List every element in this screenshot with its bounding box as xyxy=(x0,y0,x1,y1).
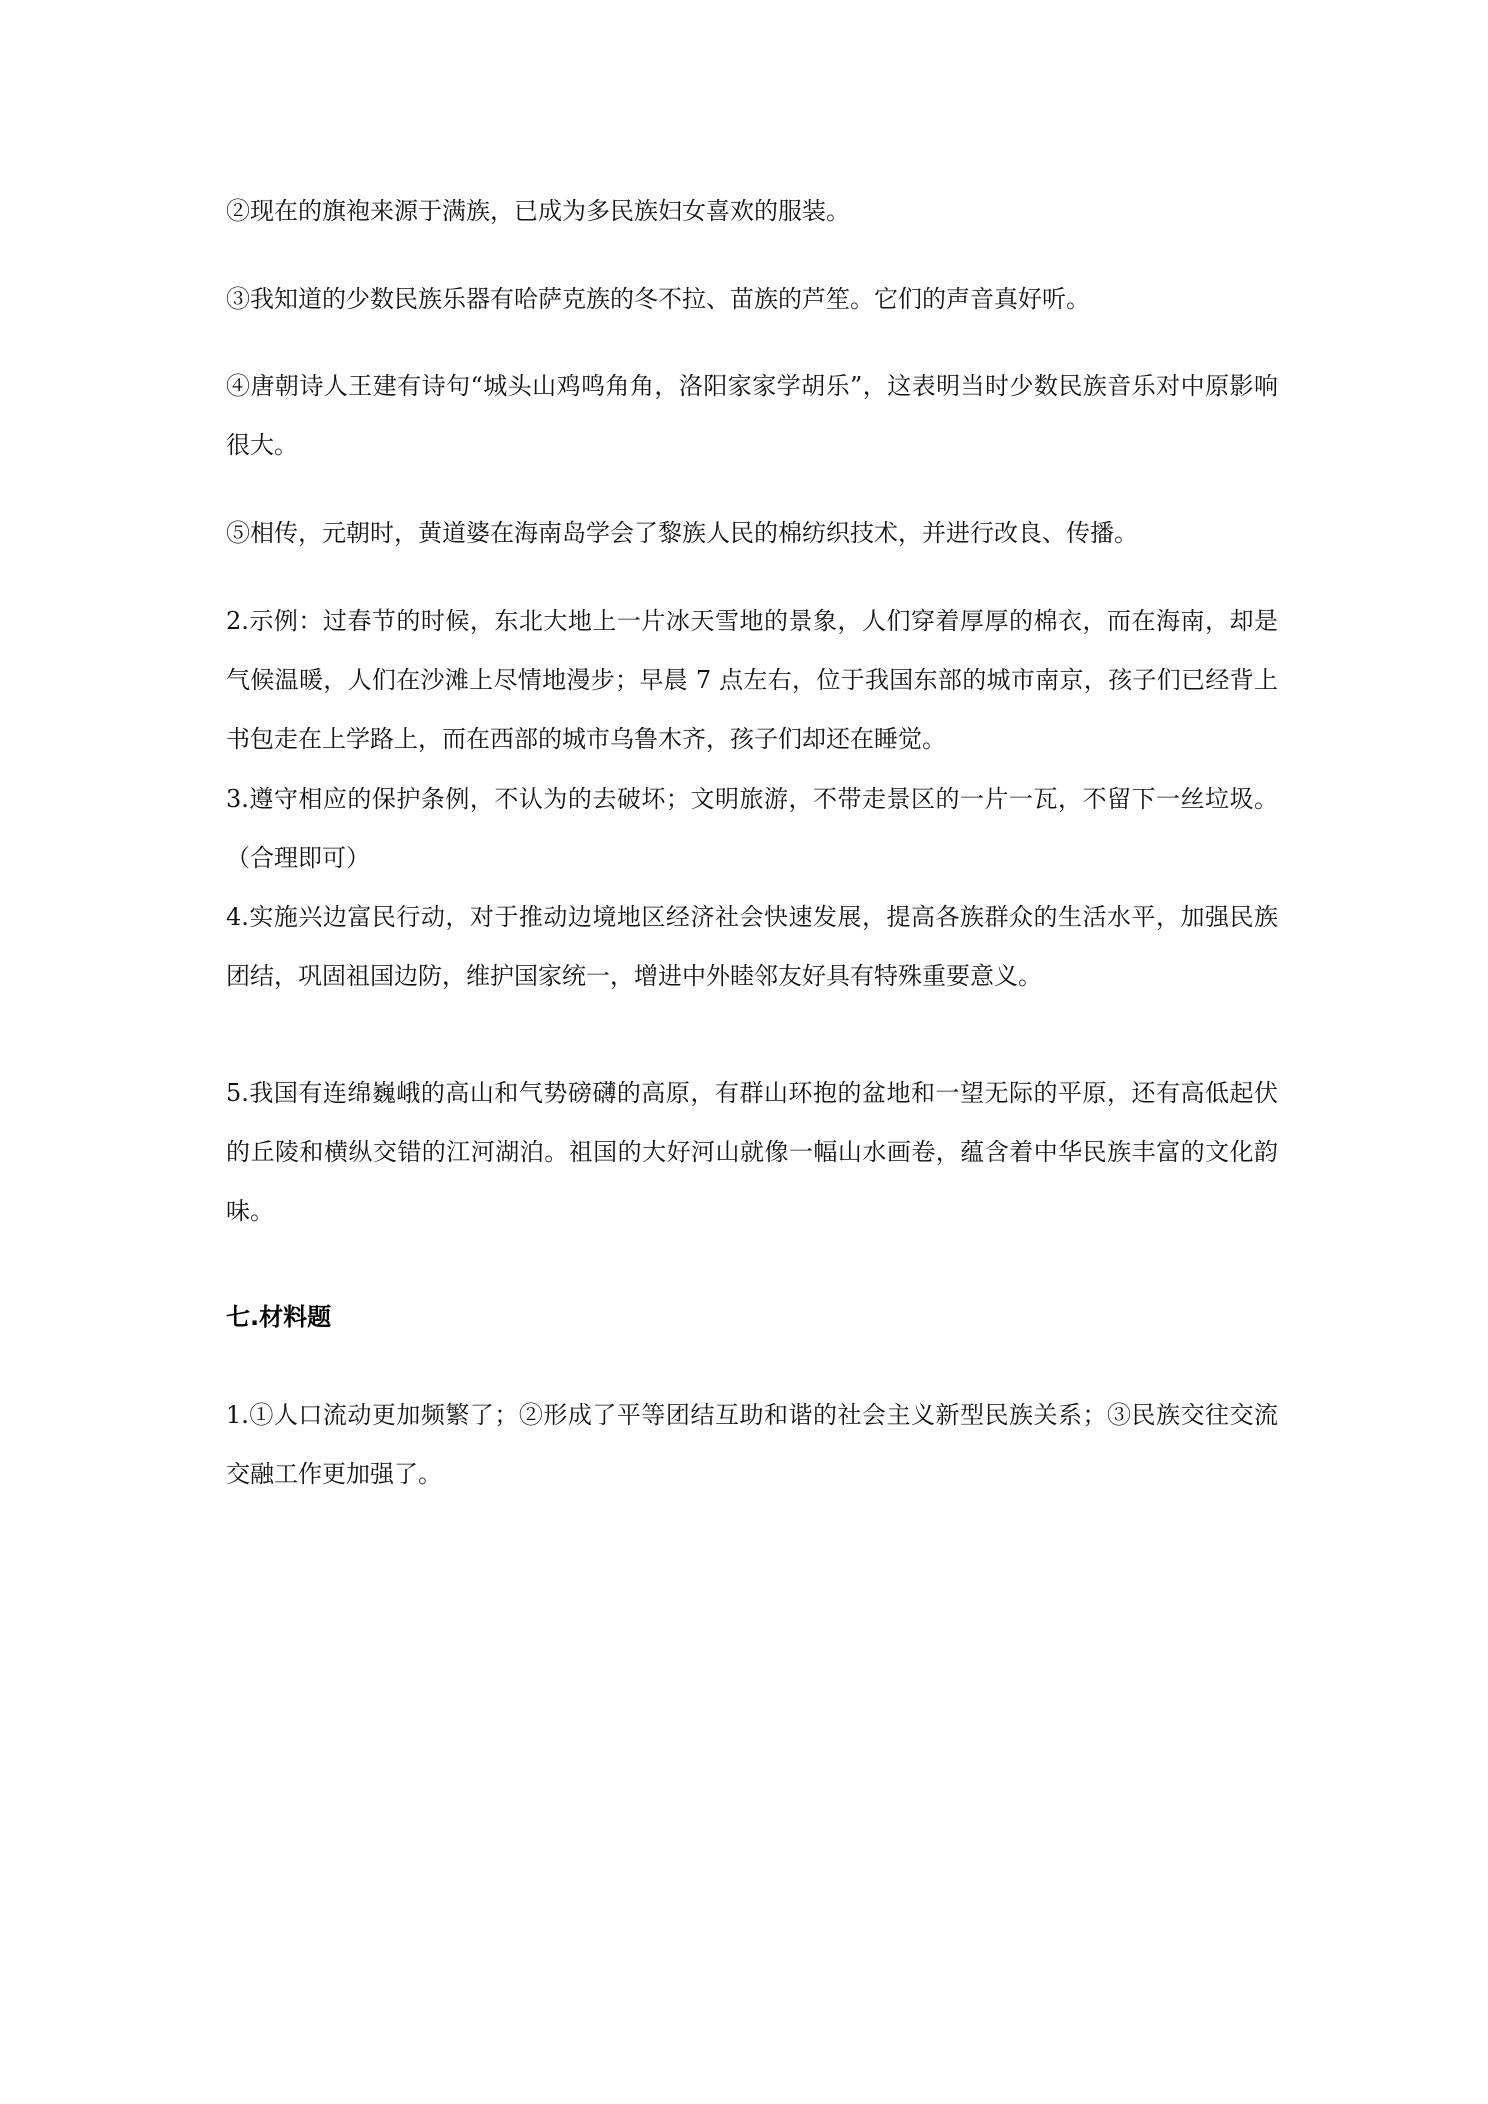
answer-item-costume: ②现在的旗袍来源于满族，已成为多民族妇女喜欢的服装。 xyxy=(226,197,850,225)
answer-item-textile: ⑤相传，元朝时，黄道婆在海南岛学会了黎族人民的棉纺织技术，并进行改良、传播。 xyxy=(226,519,1138,547)
answer-item-3: 3.遵守相应的保护条例，不认为的去破坏；文明旅游，不带走景区的一片一瓦，不留下一丝垃圾。（合理即可） xyxy=(226,785,1278,872)
section-heading: 七.材料题 xyxy=(226,1303,332,1331)
answer-item-4: 4.实施兴边富民行动，对于推动边境地区经济社会快速发展，提高各族群众的生活水平，加强民族团结，巩固祖国边防，维护国家统一，增进中外睦邻友好具有特殊重要意义。 xyxy=(226,903,1278,990)
answer-item-instruments: ③我知道的少数民族乐器有哈萨克族的冬不拉、苗族的芦笙。它们的声音真好听。 xyxy=(226,285,1090,313)
answer-item-2: 2.示例：过春节的时候，东北大地上一片冰天雪地的景象，人们穿着厚厚的棉衣，而在海南，却是气候温暖，人们在沙滩上尽情地漫步；早晨 7 点左右，位于我国东部的城市南京，孩子们已经背上书包走在上学路上，而在西部的城市乌鲁木齐，孩子们却还在睡觉。 xyxy=(226,607,1278,753)
answer-item-5: 5.我国有连绵巍峨的高山和气势磅礴的高原，有群山环抱的盆地和一望无际的平原，还有高低起伏的丘陵和横纵交错的江河湖泊。祖国的大好河山就像一幅山水画卷，蕴含着中华民族丰富的文化韵味。 xyxy=(226,1079,1278,1225)
answer-item-poem: ④唐朝诗人王建有诗句“城头山鸡鸣角角，洛阳家家学胡乐”，这表明当时少数民族音乐对中原影响很大。 xyxy=(226,372,1278,459)
material-answer-1: 1.①人口流动更加频繁了；②形成了平等团结互助和谐的社会主义新型民族关系；③民族交往交流交融工作更加强了。 xyxy=(226,1401,1278,1488)
